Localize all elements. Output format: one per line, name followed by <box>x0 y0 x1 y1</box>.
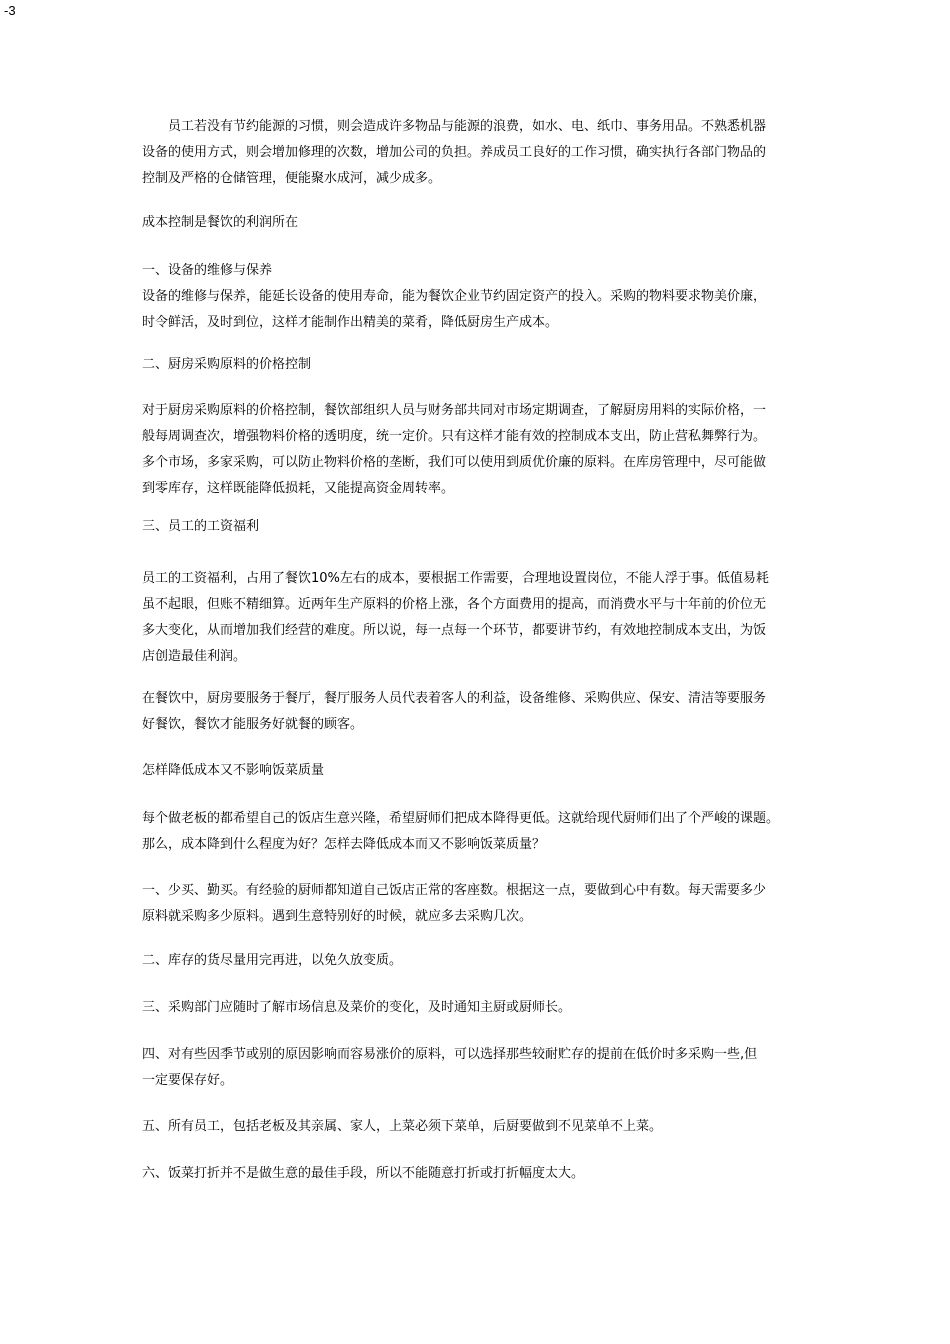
text-line: 设备的使用方式，则会增加修理的次数，增加公司的负担。养成员工良好的工作习惯，确实执行各部门物品的 <box>142 145 767 160</box>
list-item-3 <box>142 995 571 1021</box>
text-line: 四、对有些因季节或别的原因影响而容易涨价的原料，可以选择那些较耐贮存的提前在低价时多采购一些,但 <box>142 1047 758 1062</box>
subheading-text: 三、员工的工资福利 <box>142 519 260 534</box>
text-line: 多大变化，从而增加我们经营的难度。所以说，每一点每一个环节，都要讲节约，有效地控制成本支出，为饭 <box>142 623 767 638</box>
text-line: 原料就采购多少原料。遇到生意特别好的时候，就应多去采购几次。 <box>142 909 533 924</box>
text-line: 每个做老板的都希望自己的饭店生意兴隆，希望厨师们把成本降得更低。这就给现代厨师们出了个严峻的课题。 <box>142 811 780 826</box>
paragraph-wages <box>142 566 769 670</box>
subheading-text: 一、设备的维修与保养 <box>142 263 273 278</box>
text-line: 一定要保存好。 <box>142 1073 234 1088</box>
paragraph-energy-saving <box>142 114 766 192</box>
list-item-5 <box>142 1114 662 1140</box>
text-line: 三、采购部门应随时了解市场信息及菜价的变化，及时通知主厨或厨师长。 <box>142 1000 572 1015</box>
text-line: 店创造最佳利润。 <box>142 649 247 664</box>
text-line: 对于厨房采购原料的价格控制，餐饮部组织人员与财务部共同对市场定期调查，了解厨房用料的实际价格，一 <box>142 403 767 418</box>
text-line: 多个市场，多家采购，可以防止物料价格的垄断，我们可以使用到质优价廉的原料。在库房管理中，尽可能做 <box>142 455 767 470</box>
text-line: 时令鲜活，及时到位，这样才能制作出精美的菜肴，降低厨房生产成本。 <box>142 315 559 330</box>
text-line: 员工若没有节约能源的习惯，则会造成许多物品与能源的浪费，如水、电、纸巾、事务用品。不熟悉机器 <box>168 119 767 134</box>
subheading-purchase-price-control <box>142 352 311 378</box>
paragraph-purchase-price <box>142 398 766 502</box>
section-heading-cost-control <box>142 210 298 236</box>
text-line: 般每周调查次，增强物料价格的透明度，统一定价。只有这样才能有效的控制成本支出，防止营私舞弊行为。 <box>142 429 767 444</box>
heading-text: 怎样降低成本又不影响饭菜质量 <box>142 763 325 778</box>
text-line: 一、少买、勤买。有经验的厨师都知道自己饭店正常的客座数。根据这一点，要做到心中有数。每天需要多少 <box>142 883 767 898</box>
text-line: 六、饭菜打折并不是做生意的最佳手段，所以不能随意打折或打折幅度太大。 <box>142 1166 585 1181</box>
text-line: 控制及严格的仓储管理，便能聚水成河，减少成多。 <box>142 171 442 186</box>
text-line: 设备的维修与保养，能延长设备的使用寿命，能为餐饮企业节约固定资产的投入。采购的物料要求物美价廉， <box>142 289 767 304</box>
text-line: 虽不起眼，但账不精细算。近两年生产原料的价格上涨，各个方面费用的提高，而消费水平与十年前的价位无 <box>142 597 767 612</box>
subheading-wages <box>142 514 259 540</box>
text-line: 员工的工资福利，占用了餐饮10%左右的成本，要根据工作需要，合理地设置岗位，不能人浮于事。低值易耗 <box>142 571 769 586</box>
list-item-2 <box>142 948 402 974</box>
paragraph-kitchen-service <box>142 686 766 738</box>
text-line: 五、所有员工，包括老板及其亲属、家人，上菜必须下菜单，后厨要做到不见菜单不上菜。 <box>142 1119 663 1134</box>
paragraph-boss-expectation <box>142 806 779 858</box>
heading-text: 成本控制是餐饮的利润所在 <box>142 215 299 230</box>
list-item-6 <box>142 1161 584 1187</box>
list-item-1 <box>142 878 766 930</box>
text-line: 在餐饮中，厨房要服务于餐厅，餐厅服务人员代表着客人的利益，设备维修、采购供应、保安、清洁等要服务 <box>142 691 767 706</box>
page-number: -3 <box>4 3 16 18</box>
text-line: 二、库存的货尽量用完再进，以免久放变质。 <box>142 953 403 968</box>
paragraph-equipment-maintenance <box>142 258 766 336</box>
list-item-4 <box>142 1042 757 1094</box>
text-line: 好餐饮，餐饮才能服务好就餐的顾客。 <box>142 717 364 732</box>
section-heading-reduce-cost <box>142 758 324 784</box>
subheading-text: 二、厨房采购原料的价格控制 <box>142 357 312 372</box>
text-line: 到零库存，这样既能降低损耗，又能提高资金周转率。 <box>142 481 455 496</box>
text-line: 那么，成本降到什么程度为好？怎样去降低成本而又不影响饭菜质量？ <box>142 837 546 852</box>
